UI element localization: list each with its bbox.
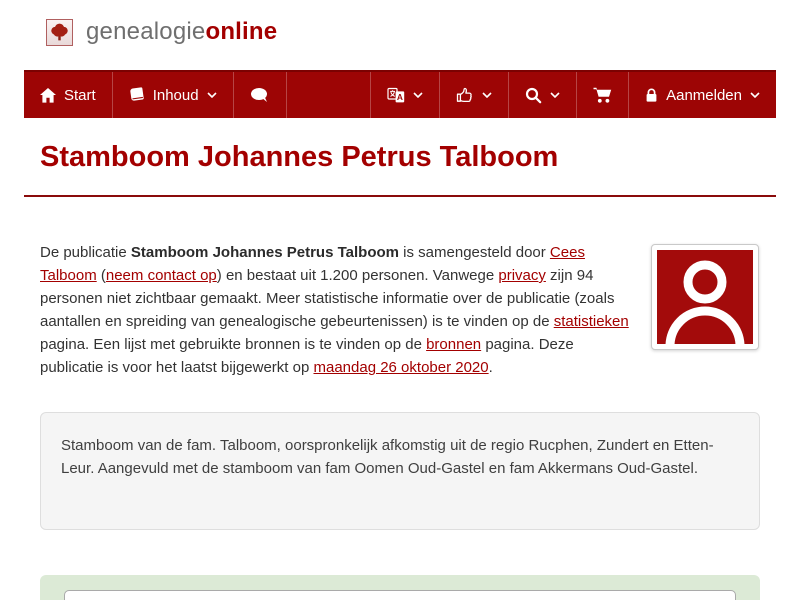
thumbs-up-icon: [456, 87, 474, 103]
intro-text: (: [96, 267, 106, 284]
search-icon: [525, 87, 542, 104]
book-icon: [129, 87, 145, 103]
intro-text: De publicatie: [40, 244, 131, 261]
chevron-down-icon: [750, 92, 760, 98]
chevron-down-icon: [413, 92, 423, 98]
contact-link[interactable]: neem contact op: [105, 267, 217, 284]
lock-icon: [645, 88, 658, 103]
nav-start[interactable]: [24, 72, 113, 118]
author-link[interactable]: Cees Talboom: [40, 244, 585, 284]
nav-inhoud-label: Inhoud: [152, 86, 199, 104]
chevron-down-icon: [482, 92, 492, 98]
main-navbar: [24, 70, 776, 118]
publication-description-box: [40, 412, 760, 530]
tree-icon: [46, 19, 73, 46]
cart-icon: [593, 87, 612, 104]
privacy-link[interactable]: privacy: [498, 267, 546, 284]
person-icon: [657, 250, 753, 344]
home-icon: [40, 88, 56, 103]
nav-start-label: Start: [64, 86, 96, 104]
panel-input-field[interactable]: [64, 590, 736, 600]
chevron-down-icon: [550, 92, 560, 98]
language-icon: [387, 87, 405, 103]
intro-text: is samengesteld door: [399, 244, 550, 261]
publication-description: Stamboom van de fam. Talboom, oorspronkelijk afkomstig uit de regio Rucphen, Zundert en Etten-Leur. Aangevuld met de stamboom van fam Oomen Oud-Gastel en fam Akkermans Oud-Gastel.: [61, 437, 714, 477]
statistics-link[interactable]: statistieken: [553, 313, 629, 330]
nav-aanmelden[interactable]: [628, 72, 776, 118]
navbar-spacer: [287, 72, 371, 118]
publication-intro: [40, 241, 634, 379]
comments-icon: [250, 87, 270, 103]
intro-text: .: [488, 359, 493, 376]
intro-text: pagina. Een lijst met gebruikte bronnen is te vinden op de: [40, 336, 427, 353]
chevron-down-icon: [207, 92, 217, 98]
nav-search[interactable]: [508, 72, 576, 118]
intro-text: zijn 94 personen niet zichtbaar gemaakt. Meer statistische informatie over de publicatie (zoals aantallen en spreiding van genealogische gebeurtenissen) is te vinden op de: [40, 267, 615, 330]
brand-wordmark: [86, 18, 277, 46]
author-avatar[interactable]: [651, 244, 759, 350]
brand-gray-part: genealogie: [86, 18, 206, 45]
site-logo[interactable]: [46, 18, 277, 46]
nav-inhoud[interactable]: [113, 72, 234, 118]
title-divider: [24, 195, 776, 197]
nav-like[interactable]: [439, 72, 508, 118]
last-updated-link[interactable]: maandag 26 oktober 2020: [313, 359, 489, 376]
intro-text: pagina. Deze publicatie is voor het laatst bijgewerkt op: [40, 336, 574, 376]
nav-language[interactable]: [370, 72, 439, 118]
brand-red-part: online: [205, 18, 278, 45]
sources-link[interactable]: bronnen: [426, 336, 482, 353]
nav-aanmelden-label: Aanmelden: [666, 86, 742, 104]
page-title: Stamboom Johannes Petrus Talboom: [40, 141, 559, 173]
svg-text:A: A: [396, 92, 404, 102]
bottom-panel: [40, 575, 760, 600]
intro-text: ) en bestaat uit 1.200 personen. Vanwege: [216, 267, 499, 284]
nav-shop[interactable]: [576, 72, 628, 118]
nav-comments[interactable]: [234, 72, 287, 118]
publication-name: Stamboom Johannes Petrus Talboom: [130, 244, 399, 261]
